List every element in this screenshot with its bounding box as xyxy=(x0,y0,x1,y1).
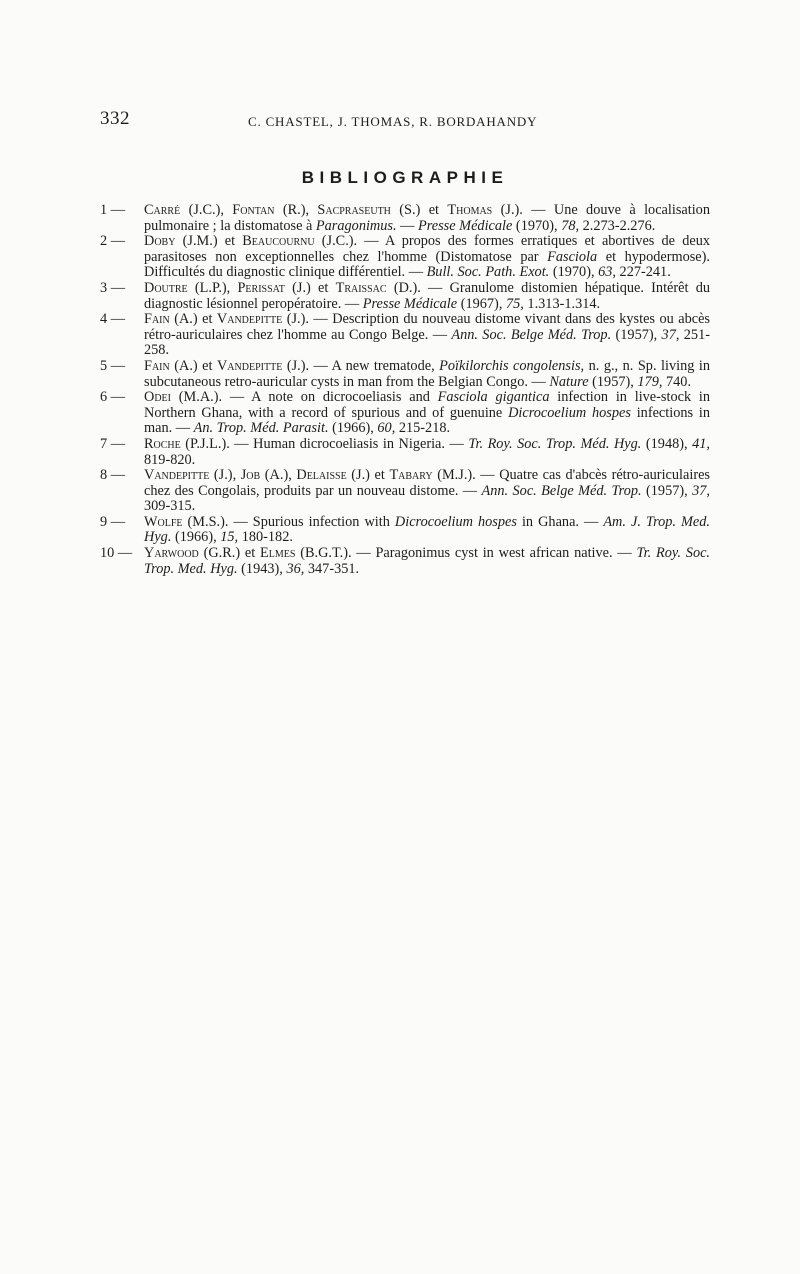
reference-text-segment: (J.C.), xyxy=(180,202,233,218)
reference-italic-segment: Dicrocoelium hospes xyxy=(508,404,631,421)
reference-italic-segment: 15, xyxy=(220,529,239,546)
reference-text-segment: (J.), xyxy=(209,467,241,484)
reference-number: 6 — xyxy=(100,389,126,406)
reference-text-segment: (A.) et xyxy=(169,357,217,374)
reference-number: 4 — xyxy=(100,311,126,328)
reference-italic-segment: Tr. Roy. Soc. Trop. Med. Hyg. xyxy=(144,545,711,577)
reference-text-segment: 1.313-1.314. xyxy=(523,295,601,312)
reference-italic-segment: Bull. Soc. Path. Exot. xyxy=(426,264,550,281)
reference-text-segment: (J.). — Description du nouveau distome vivant dans des kystes ou abcès rétro-auriculaires chez l'homme au Congo Belge. — xyxy=(144,311,710,343)
reference-author-name: Job xyxy=(240,467,261,484)
reference-italic-segment: Am. J. Trop. Med. Hyg. xyxy=(144,513,710,546)
reference-italic-segment: 36, xyxy=(286,560,305,577)
reference-text-segment: (1957), xyxy=(611,326,662,343)
reference-italic-segment: Dicrocoelium hospes xyxy=(394,513,517,530)
reference-italic-segment: 75, xyxy=(505,295,524,312)
reference-text-segment: (M.S.). — Spurious infection with xyxy=(182,513,395,530)
reference-italic-segment: 37, xyxy=(661,326,680,343)
reference-text-segment: in Ghana. — xyxy=(516,513,604,530)
reference-text-segment: (1957), xyxy=(641,482,693,499)
reference-author-name: Carré xyxy=(144,202,181,218)
reference-text xyxy=(144,312,710,359)
reference-text xyxy=(144,437,710,468)
reference-text-segment: (1967), xyxy=(457,295,506,312)
reference-text-segment: 819-820. xyxy=(144,451,196,468)
reference-text-segment: (G.R.) et xyxy=(198,545,261,562)
reference-text-segment: (M.A.). — A note on dicrocoeliasis and xyxy=(171,389,438,406)
reference-entry xyxy=(100,312,710,359)
reference-text-segment: (1970), xyxy=(512,217,562,234)
reference-author-name: Doutre xyxy=(144,279,188,296)
reference-text xyxy=(144,359,710,390)
reference-entry xyxy=(100,281,710,312)
reference-text-segment: (1966), xyxy=(328,420,378,437)
reference-text-segment: — xyxy=(396,217,418,234)
reference-italic-segment: Fasciola xyxy=(547,248,598,265)
reference-text xyxy=(144,468,710,515)
running-head-authors: C. CHASTEL, J. THOMAS, R. BORDAHANDY xyxy=(248,114,538,129)
reference-number: 9 — xyxy=(100,513,126,530)
reference-text-segment: 347-351. xyxy=(304,560,360,577)
reference-italic-segment: Ann. Soc. Belge Méd. Trop. xyxy=(481,482,642,499)
reference-entry xyxy=(100,390,710,437)
reference-number: 7 — xyxy=(100,435,126,452)
reference-text-segment: (1970), xyxy=(549,264,599,281)
reference-text-segment: 2.273-2.276. xyxy=(579,217,656,234)
reference-number: 10 — xyxy=(100,545,133,562)
reference-italic-segment: Fasciola gigantica xyxy=(437,389,550,406)
reference-text-segment: 215-218. xyxy=(395,420,451,437)
section-title: BIBLIOGRAPHIE xyxy=(301,168,509,187)
reference-author-name: Traissac xyxy=(335,279,387,296)
reference-author-name: Fain xyxy=(144,357,170,374)
reference-text xyxy=(144,515,710,546)
reference-text-segment: infection in live-stock in Northern Ghana, with a record of spurious and of guenuine xyxy=(144,389,710,421)
reference-text xyxy=(144,234,710,281)
reference-author-name: Sacpraseuth xyxy=(317,202,391,218)
reference-author-name: Tabary xyxy=(389,467,433,484)
reference-text-segment: (J.C.). — A propos des formes erratiques et abortives de deux parasitoses non exceptionnelles chez l'homme (Distomatose par xyxy=(144,233,710,265)
reference-entry xyxy=(100,359,710,390)
reference-text-segment: infections in man. — xyxy=(144,404,711,437)
reference-text-segment: 309-315. xyxy=(144,498,196,515)
reference-italic-segment: An. Trop. Méd. Parasit. xyxy=(193,420,329,437)
reference-author-name: Fontan xyxy=(232,202,275,218)
reference-text-segment: (A.) et xyxy=(169,311,217,328)
reference-author-name: Vandepitte xyxy=(144,467,210,484)
reference-text-segment: (J.). — A new trematode, xyxy=(282,357,440,374)
reference-entry xyxy=(100,437,710,468)
reference-number: 2 — xyxy=(100,233,126,250)
reference-text xyxy=(144,390,710,437)
reference-text-segment: (J.M.) et xyxy=(175,233,243,250)
reference-italic-segment: 78, xyxy=(561,217,580,234)
reference-text-segment: (1957), xyxy=(588,373,638,390)
reference-text xyxy=(144,203,710,234)
reference-text-segment: 740. xyxy=(662,373,692,390)
reference-entry xyxy=(100,203,710,234)
reference-text-segment: (P.J.L.). — Human dicrocoeliasis in Nigeria. — xyxy=(180,435,469,452)
reference-italic-segment: Presse Médicale xyxy=(418,217,513,234)
page-header xyxy=(100,108,710,130)
reference-italic-segment: Tr. Roy. Soc. Trop. Méd. Hyg. xyxy=(468,435,642,452)
reference-author-name: Wolfe xyxy=(144,513,183,530)
reference-text-segment: (D.). — Granulome distomien hépatique. Intérêt du diagnostic lésionnel peropératoire. — xyxy=(144,279,710,312)
reference-italic-segment: 41, xyxy=(692,435,710,452)
reference-italic-segment: Poïkilorchis congolensis, xyxy=(439,357,585,374)
reference-text-segment: (1966), xyxy=(171,529,221,546)
bibliography-list xyxy=(100,203,710,577)
reference-text xyxy=(144,281,710,312)
reference-italic-segment: Paragonimus. xyxy=(315,217,397,234)
reference-author-name: Yarwood xyxy=(144,545,199,562)
reference-italic-segment: 179, xyxy=(637,373,663,390)
reference-text-segment: 251-258. xyxy=(144,326,710,359)
reference-text-segment: (J.) et xyxy=(346,467,390,484)
reference-text-segment: (1943), xyxy=(237,560,287,577)
reference-author-name: Perissat xyxy=(237,279,285,296)
page-number: 332 xyxy=(100,108,130,129)
reference-number: 3 — xyxy=(100,279,126,296)
reference-number: 5 — xyxy=(100,357,126,374)
reference-italic-segment: 37, xyxy=(692,482,710,499)
reference-italic-segment: 60, xyxy=(377,420,396,437)
reference-entry xyxy=(100,234,710,281)
reference-entry xyxy=(100,546,710,577)
reference-italic-segment: 63, xyxy=(598,264,616,281)
reference-text-segment: (M.J.). — Quatre cas d'abcès rétro-auriculaires chez des Congolais, produits par un nouveau distome. — xyxy=(144,467,710,499)
reference-author-name: Elmes xyxy=(260,545,296,562)
reference-italic-segment: Ann. Soc. Belge Méd. Trop. xyxy=(451,326,612,343)
reference-text-segment: et hypodermose). Difficultés du diagnostic clinique différentiel. — xyxy=(144,248,710,281)
reference-author-name: Vandepitte xyxy=(216,311,283,328)
reference-text-segment: (S.) et xyxy=(390,202,448,218)
reference-text-segment: 227-241. xyxy=(615,264,671,281)
reference-text xyxy=(144,546,710,577)
reference-entry xyxy=(100,468,710,515)
reference-text-segment: (L.P.), xyxy=(187,279,238,296)
reference-number: 1 — xyxy=(100,202,126,218)
reference-author-name: Odei xyxy=(144,389,171,406)
reference-author-name: Thomas xyxy=(447,202,493,218)
reference-italic-segment: Nature xyxy=(549,373,589,390)
reference-text-segment: (R.), xyxy=(274,202,318,218)
reference-text-segment: (A.), xyxy=(260,467,297,484)
reference-text-segment: 180-182. xyxy=(238,529,293,546)
reference-italic-segment: Presse Médicale xyxy=(362,295,458,312)
reference-author-name: Fain xyxy=(144,311,170,328)
reference-text-segment: (1948), xyxy=(641,435,693,452)
reference-text-segment: (B.G.T.). — Paragonimus cyst in west african native. — xyxy=(295,545,637,562)
reference-author-name: Beaucournu xyxy=(242,233,315,250)
reference-author-name: Doby xyxy=(144,233,176,250)
reference-author-name: Delaisse xyxy=(296,467,347,484)
reference-author-name: Vandepitte xyxy=(216,357,283,374)
reference-author-name: Roche xyxy=(144,435,181,452)
reference-text-segment: (J.) et xyxy=(284,279,336,296)
reference-number: 8 — xyxy=(100,467,126,484)
reference-text-segment: n. g., n. Sp. living in subcutaneous retro-auricular cysts in man from the Belgian Congo. — xyxy=(144,357,710,390)
reference-entry xyxy=(100,515,710,546)
reference-text-segment: (J.). — Une douve à localisation pulmonaire ; la distomatose à xyxy=(144,202,710,234)
